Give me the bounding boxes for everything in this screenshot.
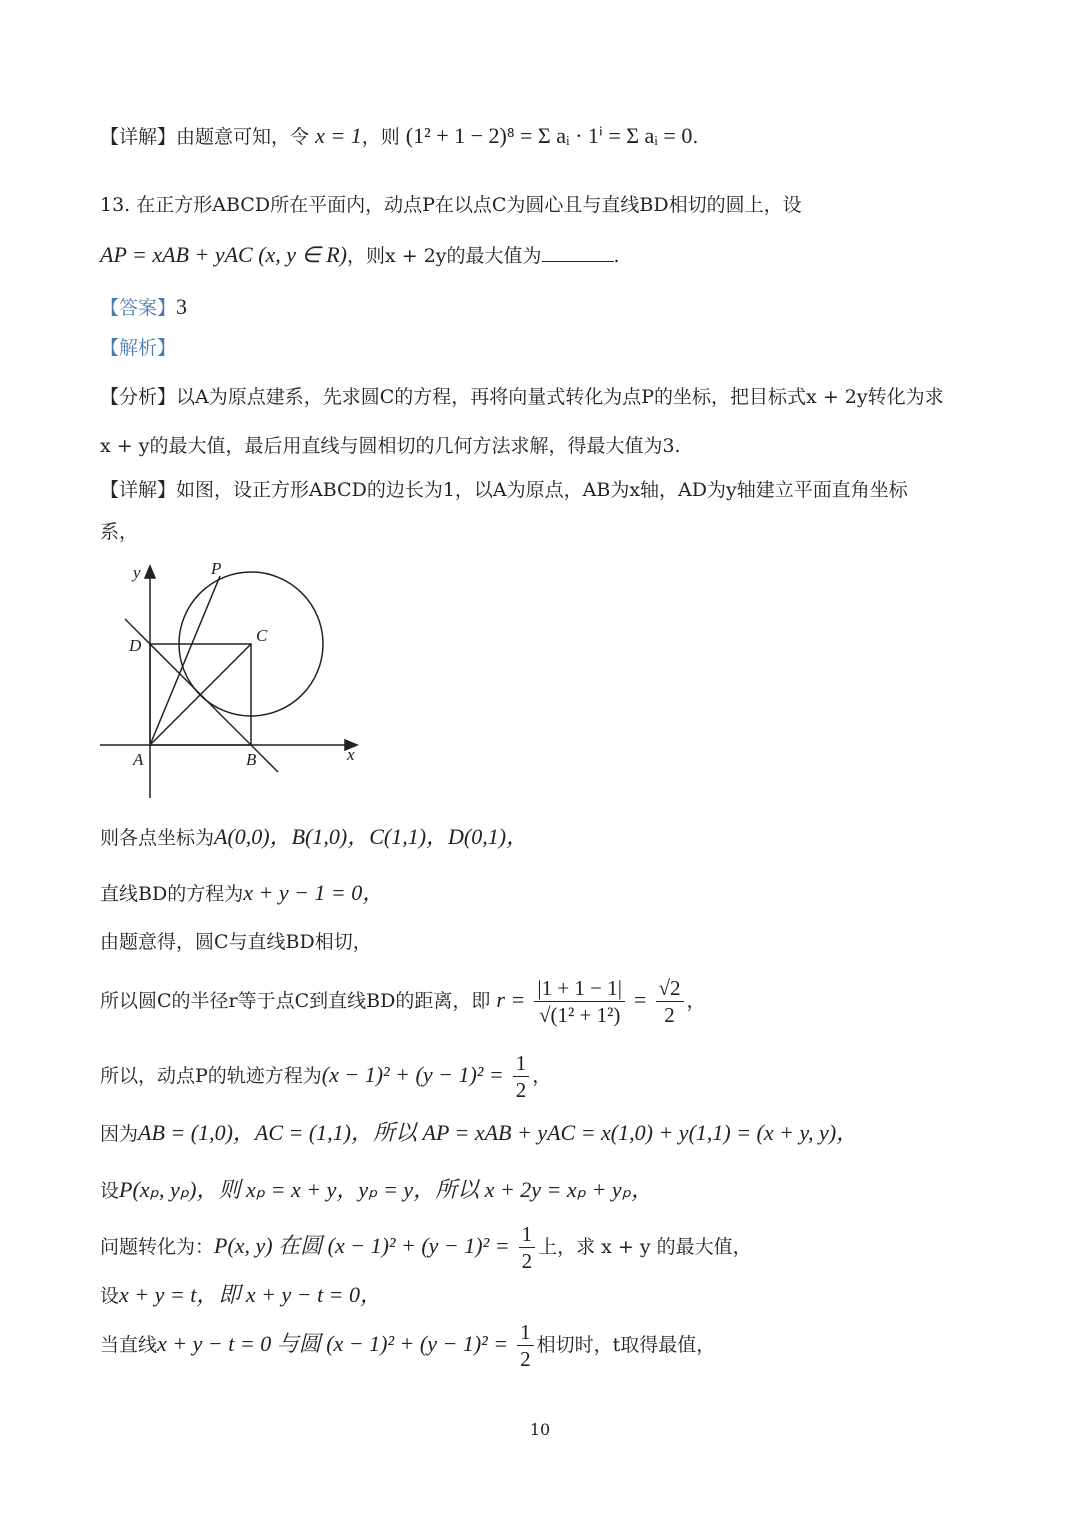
step-6-math: AB = (1,0)，AC = (1,1)，所以 AP = xAB + yAC = x(1,0) + y(1,1) = (x + y, y)， [138, 1120, 859, 1145]
step-10-denominator: 2 [520, 1347, 531, 1371]
detail2-text-1: 如图，设正方形ABCD的边长为1，以A为原点，AB为x轴，AD为y轴建立平面直角坐标 [176, 479, 908, 501]
step-5-denominator: 2 [515, 1078, 527, 1102]
step-8-numerator: 1 [519, 1224, 536, 1248]
step-2 [100, 882, 384, 904]
step-3: 由题意得，圆C与直线BD相切， [100, 931, 372, 953]
step-5-math: (x − 1)² + (y − 1)² = [321, 1062, 504, 1087]
step-5-fraction [513, 1053, 530, 1101]
detail-text: 由题意可知，令 [176, 126, 310, 148]
label-c: C [256, 626, 268, 645]
problem-vector-expression: AP = xAB + yAC (x, y ∈ R) [100, 242, 347, 267]
detail-line-1 [100, 125, 698, 147]
analysis-line-2: x + y的最大值，最后用直线与圆相切的几何方法求解，得最大值为3. [100, 435, 681, 457]
step-8-end: 上，求 x + y 的最大值， [538, 1236, 752, 1258]
step-9-math: x + y = t，即 x + y − t = 0， [119, 1282, 383, 1307]
geometry-figure [95, 558, 375, 803]
step-9-text: 设 [100, 1285, 120, 1307]
problem-line-1 [100, 196, 802, 215]
detail-expression: (1² + 1 − 2)⁸ = Σ aᵢ · 1ⁱ = Σ aᵢ = 0 [405, 123, 693, 148]
step-7-math: P(xₚ, yₚ)，则 xₚ = x + y，yₚ = y，所以 x + 2y = xₚ + yₚ， [119, 1177, 654, 1202]
detail2-label: 【详解】 [100, 479, 177, 501]
detail2-line-2: 系， [100, 521, 139, 543]
analysis-text-1: 以A为原点建系，先求圆C的方程，再将向量式转化为点P的坐标，把目标式x + 2y转化为求 [176, 386, 944, 408]
answer-label: 【答案】 [100, 297, 177, 319]
step-10-math: x + y − t = 0 与圆 (x − 1)² + (y − 1)² = [157, 1331, 509, 1356]
radius-numerator: √2 [656, 978, 684, 1002]
step-5-end: ， [532, 1065, 552, 1087]
analysis-section-label: 【解析】 [100, 337, 177, 359]
problem-text: 在正方形ABCD所在平面内，动点P在以点C为圆心且与直线BD相切的圆上，设 [136, 194, 802, 216]
label-b: B [246, 750, 257, 769]
step-10-fraction [517, 1322, 534, 1370]
problem-end: . [613, 245, 620, 267]
step-2-math: x + y − 1 = 0， [243, 880, 385, 905]
step-8 [100, 1224, 752, 1272]
step-2-text: 直线BD的方程为 [100, 883, 244, 905]
step-4-r: r = [496, 987, 526, 1012]
distance-numerator: |1 + 1 − 1| [534, 978, 625, 1002]
label-x: x [347, 745, 355, 764]
step-1-text: 则各点坐标为 [100, 827, 215, 849]
label-p: P [211, 559, 222, 578]
step-4-text: 所以圆C的半径r等于点C到直线BD的距离，即 [100, 990, 491, 1012]
segment-ap [150, 576, 220, 745]
step-8-fraction [519, 1224, 536, 1272]
step-6 [100, 1122, 858, 1144]
step-1 [100, 826, 528, 848]
step-7-text: 设 [100, 1180, 120, 1202]
label-y: y [133, 563, 141, 582]
distance-denominator: √(1² + 1²) [538, 1003, 621, 1027]
step-9 [100, 1284, 382, 1306]
detail-end: . [692, 126, 699, 148]
step-4-end: ， [686, 990, 706, 1012]
answer-value: 3 [176, 294, 188, 319]
analysis-line-1 [100, 388, 944, 407]
step-8-text: 问题转化为： [100, 1236, 215, 1258]
step-5-numerator: 1 [513, 1053, 530, 1077]
step-1-math: A(0,0)，B(1,0)，C(1,1)，D(0,1)， [214, 824, 529, 849]
radius-fraction [656, 978, 684, 1026]
detail2-line-1 [100, 481, 908, 500]
step-10 [100, 1322, 715, 1370]
problem-line-2 [100, 244, 620, 266]
step-5 [100, 1053, 551, 1101]
page-number: 10 [529, 1420, 551, 1439]
distance-fraction [534, 978, 625, 1026]
step-10-numerator: 1 [517, 1322, 534, 1346]
step-10-end: 相切时，t取得最值， [536, 1334, 716, 1356]
step-8-math: P(x, y) 在圆 (x − 1)² + (y − 1)² = [214, 1233, 510, 1258]
problem-number: 13. [100, 194, 131, 216]
label-a: A [133, 750, 144, 769]
label-d: D [129, 636, 142, 655]
step-6-text: 因为 [100, 1123, 139, 1145]
step-4 [100, 978, 706, 1026]
step-8-denominator: 2 [521, 1249, 533, 1273]
detail-text-b: ，则 [361, 126, 400, 148]
detail-condition: x = 1 [315, 123, 362, 148]
problem-question: ，则x + 2y的最大值为 [346, 245, 542, 267]
y-axis-arrow [145, 566, 155, 578]
analysis-label: 【分析】 [100, 386, 177, 408]
step-4-equals: = [634, 987, 647, 1012]
step-5-text: 所以，动点P的轨迹方程为 [100, 1065, 322, 1087]
step-10-text: 当直线 [100, 1334, 158, 1356]
answer-line [100, 296, 187, 318]
answer-blank [542, 261, 614, 262]
radius-denominator: 2 [664, 1003, 675, 1027]
step-7 [100, 1179, 653, 1201]
detail-label: 【详解】 [100, 126, 177, 148]
